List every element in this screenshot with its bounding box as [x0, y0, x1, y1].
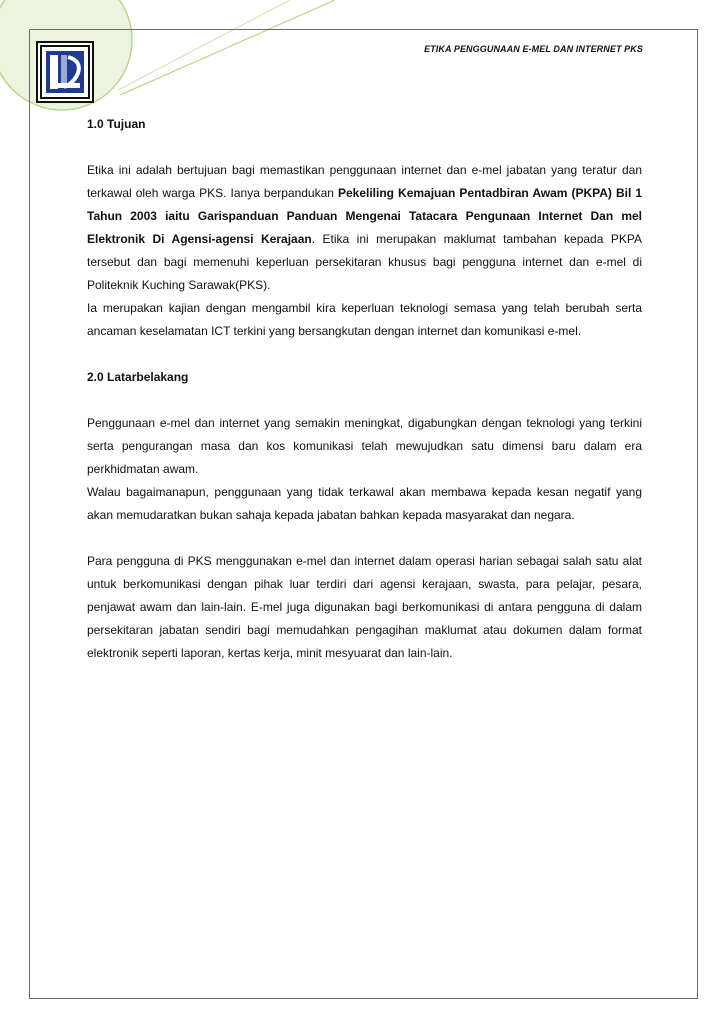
paragraph-latarbelakang-2: Walau bagaimanapun, penggunaan yang tidak terkawal akan membawa kepada kesan negatif yang akan memudaratkan bukan sahaja kepada jabatan bahkan kepada masyarakat dan negara.: [87, 485, 642, 522]
bold-reference: Pekeliling Kemajuan Pentadbiran Awam (PKPA) Bil 1 Tahun 2003 iaitu Garispanduan Panduan Mengenai Tatacara Pengunaan Internet Dan mel Elektronik Di Agensi-agensi Kerajaan: [87, 186, 642, 246]
institution-logo: [36, 41, 94, 103]
text-span: . Etika ini merupakan maklumat tambahan kepada PKPA tersebut dan bagi memenuhi keperluan persekitaran khusus bagi pengguna internet dan e-mel di Politeknik Kuching Sarawak(PKS).: [87, 232, 642, 292]
section-heading-tujuan: 1.0 Tujuan: [87, 117, 146, 131]
logo-emblem: [38, 43, 92, 101]
section-heading-latarbelakang: 2.0 Latarbelakang: [87, 370, 189, 384]
paragraph-latarbelakang-1: Penggunaan e-mel dan internet yang semakin meningkat, digabungkan dengan teknologi yang terkini serta pengurangan masa dan kos komunikasi telah mewujudkan satu dimensi baru dalam era perkhidmatan awam.: [87, 416, 642, 476]
text-span: Etika ini adalah bertujuan bagi memastikan penggunaan internet dan e-mel jabatan yang teratur dan terkawal oleh warga PKS. Ianya berpandukan: [87, 163, 642, 200]
paragraph-tujuan-2: Ia merupakan kajian dengan mengambil kira keperluan teknologi semasa yang telah berubah serta ancaman keselamatan ICT terkini yang bersangkutan dengan internet dan komunikasi e-mel.: [87, 301, 642, 338]
paragraph-latarbelakang-3: Para pengguna di PKS menggunakan e-mel dan internet dalam operasi harian sebagai salah satu alat untuk berkomunikasi dengan pihak luar terdiri dari agensi kerajaan, swasta, para pelajar, pesara, penjawat awam dan lain-lain. E-mel juga digunakan bagi berkomunikasi di antara pengguna di dalam persekitaran jabatan sendiri bagi memudahkan pengagihan maklumat atau dokumen dalam format elektronik seperti laporan, kertas kerja, minit mesyuarat dan lain-lain.: [87, 554, 642, 660]
header-title: ETIKA PENGGUNAAN E-MEL DAN INTERNET PKS: [424, 44, 643, 54]
document-body: [87, 113, 642, 665]
paragraph-tujuan-1: [87, 159, 642, 297]
